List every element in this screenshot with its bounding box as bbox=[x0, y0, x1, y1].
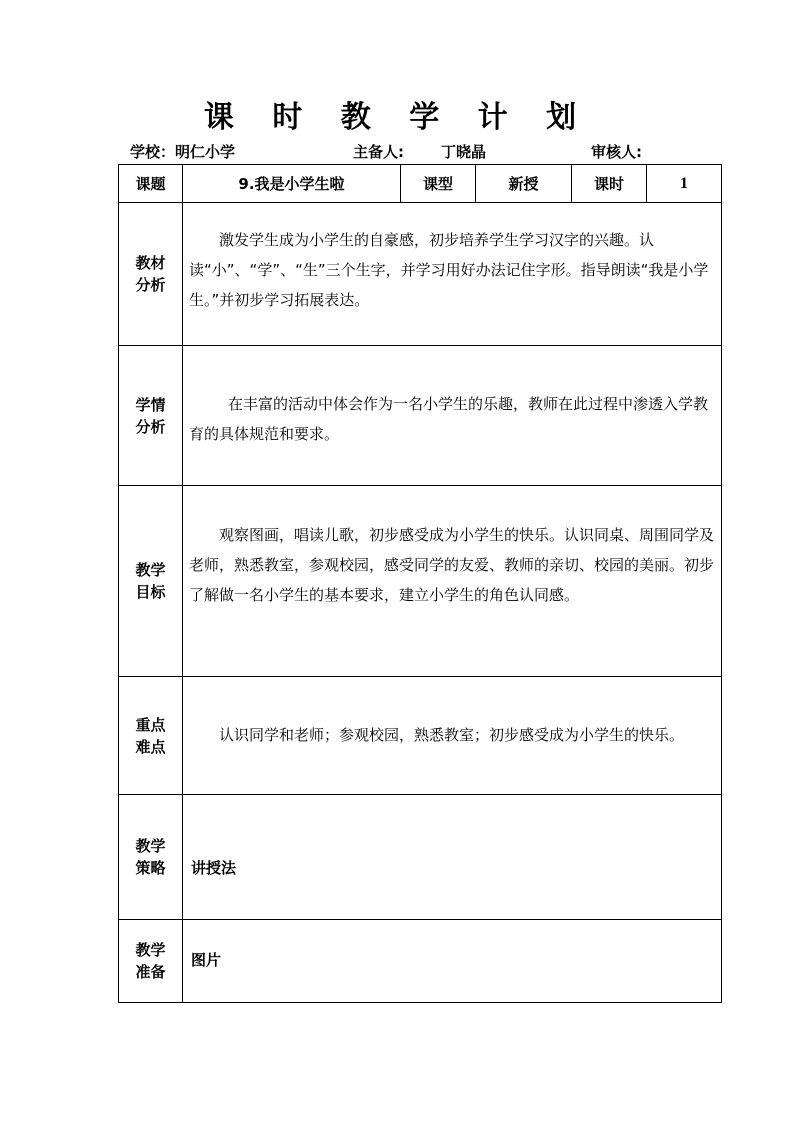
goals-row bbox=[119, 486, 722, 677]
goals-label-line2: 目标 bbox=[135, 583, 166, 601]
topic-label: 课题 bbox=[119, 165, 183, 203]
preparation-content bbox=[183, 920, 722, 1003]
header-row bbox=[119, 165, 722, 203]
reviewer-label: 审核人: bbox=[591, 143, 642, 161]
goals-text: 观察图画，唱读儿歌，初步感受成为小学生的快乐。认识同桌、周围同学及老师，熟悉教室，参观校园，感受同学的友爱、教师的亲切、校园的美丽。初步了解做一名小学生的基本要求，建立小学生的角色认同感。 bbox=[189, 526, 715, 604]
students-text: 在丰富的活动中体会作为一名小学生的乐趣，教师在此过程中渗透入学教育的具体规范和要求。 bbox=[189, 395, 709, 443]
material-content bbox=[183, 203, 722, 346]
preparation-label-line2: 准备 bbox=[135, 963, 166, 981]
preparation-label bbox=[119, 920, 183, 1003]
students-label-line1: 学情 bbox=[135, 395, 166, 414]
goals-label-line1: 教学 bbox=[135, 561, 166, 579]
hours-label: 课时 bbox=[572, 165, 647, 203]
key-points-row bbox=[119, 677, 722, 795]
strategy-label-line2: 策略 bbox=[135, 859, 166, 877]
goals-label bbox=[119, 486, 183, 677]
material-row bbox=[119, 203, 722, 346]
key-points-text: 认识同学和老师；参观校园，熟悉教室；初步感受成为小学生的快乐。 bbox=[219, 726, 685, 744]
type-label: 课型 bbox=[401, 165, 476, 203]
preparer-label: 主备人: bbox=[353, 143, 404, 161]
material-text: 激发学生成为小学生的自豪感，初步培养学生学习汉字的兴趣。认读“小”、“学”、“生”三个生字，并学习用好办法记住字形。指导朗读“我是小学生。”并初步学习拓展表达。 bbox=[189, 231, 709, 309]
strategy-content bbox=[183, 795, 722, 920]
preparation-label-line1: 教学 bbox=[135, 941, 166, 959]
students-row bbox=[119, 346, 722, 486]
goals-content bbox=[183, 486, 722, 677]
strategy-label-line1: 教学 bbox=[135, 837, 166, 855]
type-value: 新授 bbox=[476, 165, 572, 203]
school-label: 学校：明仁小学 bbox=[130, 143, 236, 161]
topic-value: 9.我是小学生啦 bbox=[183, 165, 401, 203]
preparation-text: 图片 bbox=[191, 950, 222, 969]
hours-value: 1 bbox=[647, 165, 722, 203]
key-points-content bbox=[183, 677, 722, 795]
key-points-label-line2: 难点 bbox=[135, 737, 166, 756]
material-label-line2: 分析 bbox=[135, 276, 166, 294]
key-points-label-line1: 重点 bbox=[135, 715, 166, 734]
students-content bbox=[183, 346, 722, 486]
material-label bbox=[119, 203, 183, 346]
strategy-row bbox=[119, 795, 722, 920]
key-points-label bbox=[119, 677, 183, 795]
strategy-label bbox=[119, 795, 183, 920]
page-title: 课 时 教 学 计 划 bbox=[203, 100, 591, 135]
preparation-row bbox=[119, 920, 722, 1003]
preparer-name: 丁晓晶 bbox=[441, 143, 487, 161]
strategy-text: 讲授法 bbox=[191, 858, 237, 877]
students-label bbox=[119, 346, 183, 486]
material-label-line1: 教材 bbox=[135, 254, 166, 272]
lesson-plan-table bbox=[118, 164, 722, 1003]
students-label-line2: 分析 bbox=[135, 417, 166, 436]
